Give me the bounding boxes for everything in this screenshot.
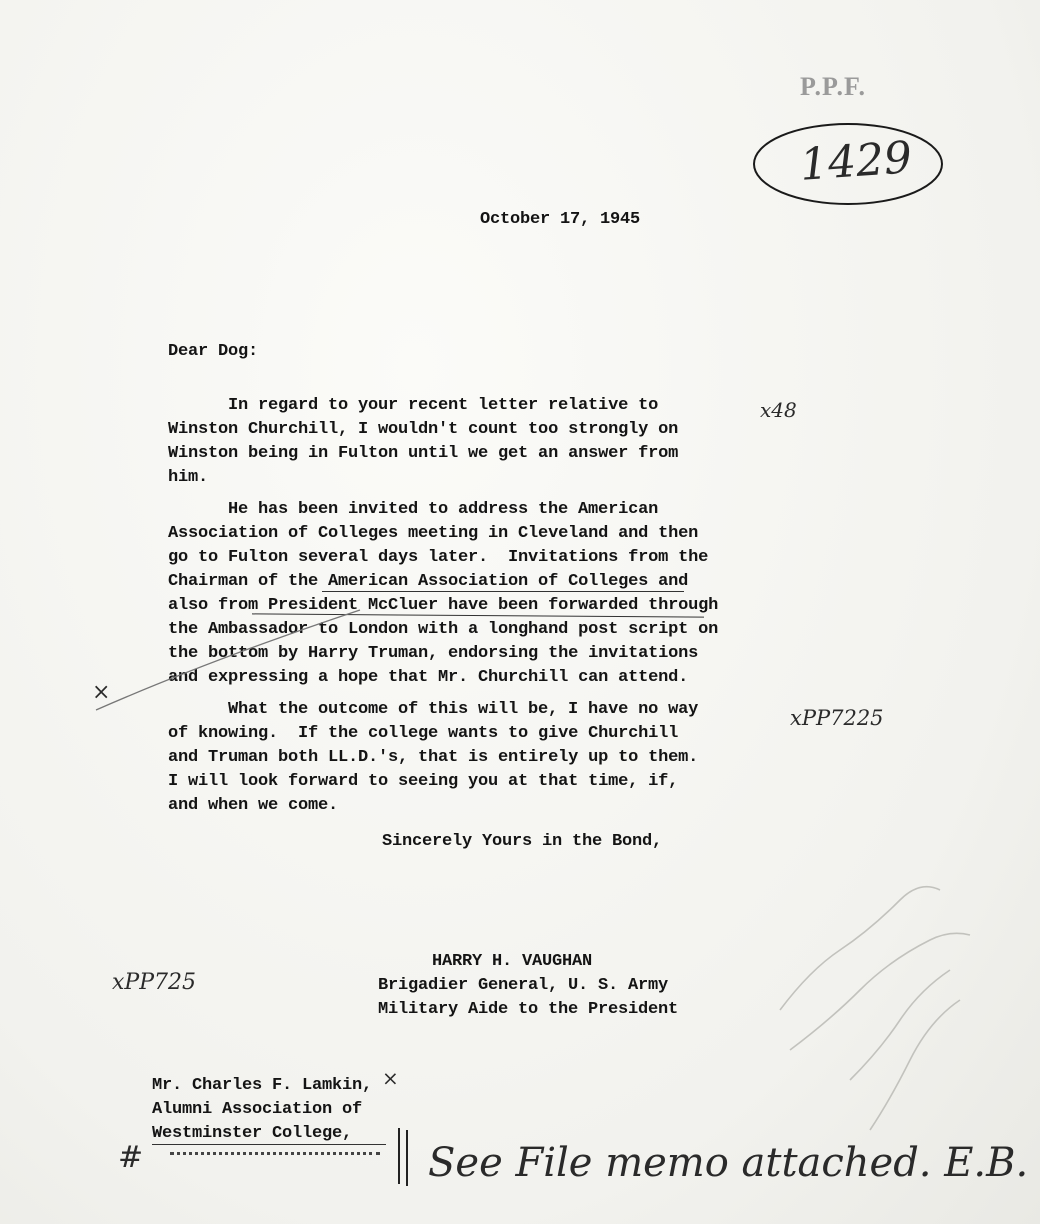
annotation-x-mark-recipient: × [382,1066,399,1090]
margin-bar [398,1128,400,1184]
text-line: Winston being in Fulton until we get an answer from [168,444,679,463]
text-line: and when we come. [168,796,339,815]
signer-name: HARRY H. VAUGHAN [432,952,593,971]
text-line: also from President McCluer have been forwarded through [168,596,719,615]
text-line: Association of Colleges meeting in Cleveland and then [168,524,699,543]
annotation-xpp725: xPP725 [112,970,197,995]
annotation-x-mark: × [92,680,111,705]
recipient-org: Alumni Association of [152,1100,363,1119]
signer-title: Military Aide to the President [378,1000,679,1019]
signer-rank: Brigadier General, U. S. Army [378,976,669,995]
cutoff-address-line [170,1152,380,1161]
annotation-xpp7225: xPP7225 [790,706,884,730]
text-line: go to Fulton several days later. Invitations from the [168,548,709,567]
text-line: the Ambassador to London with a longhand post script on [168,620,719,639]
text-line: and Truman both LL.D.'s, that is entirely up to them. [168,748,699,767]
closing: Sincerely Yours in the Bond, [382,832,663,851]
ppf-stamp: P.P.F. [800,72,866,101]
underline-association [322,591,684,592]
text-line: What the outcome of this will be, I have no way [228,700,699,719]
salutation: Dear Dog: [168,342,259,361]
text-line: of knowing. If the college wants to give Churchill [168,724,679,743]
annotation-hash: # [118,1140,144,1175]
margin-bar [406,1130,408,1186]
text-line: I will look forward to seeing you at that time, if, [168,772,679,791]
annotation-x48: x48 [760,398,797,422]
file-number: 1429 [798,132,914,191]
letter-date: October 17, 1945 [480,210,641,229]
text-line: and expressing a hope that Mr. Churchill can attend. [168,668,689,687]
faint-pencil-scribble [760,880,1000,1140]
recipient-name: Mr. Charles F. Lamkin, [152,1076,373,1095]
text-line: the bottom by Harry Truman, endorsing the invitations [168,644,699,663]
annotation-memo: See File memo attached. E.B. [428,1140,1029,1186]
text-line: Winston Churchill, I wouldn't count too strongly on [168,420,679,439]
text-line: Chairman of the American Association of Colleges and [168,572,689,591]
underline-westminster [152,1144,386,1145]
text-line: him. [168,468,209,487]
recipient-college: Westminster College, [152,1124,353,1143]
text-line: He has been invited to address the American [228,500,659,519]
text-line: In regard to your recent letter relative to [228,396,659,415]
